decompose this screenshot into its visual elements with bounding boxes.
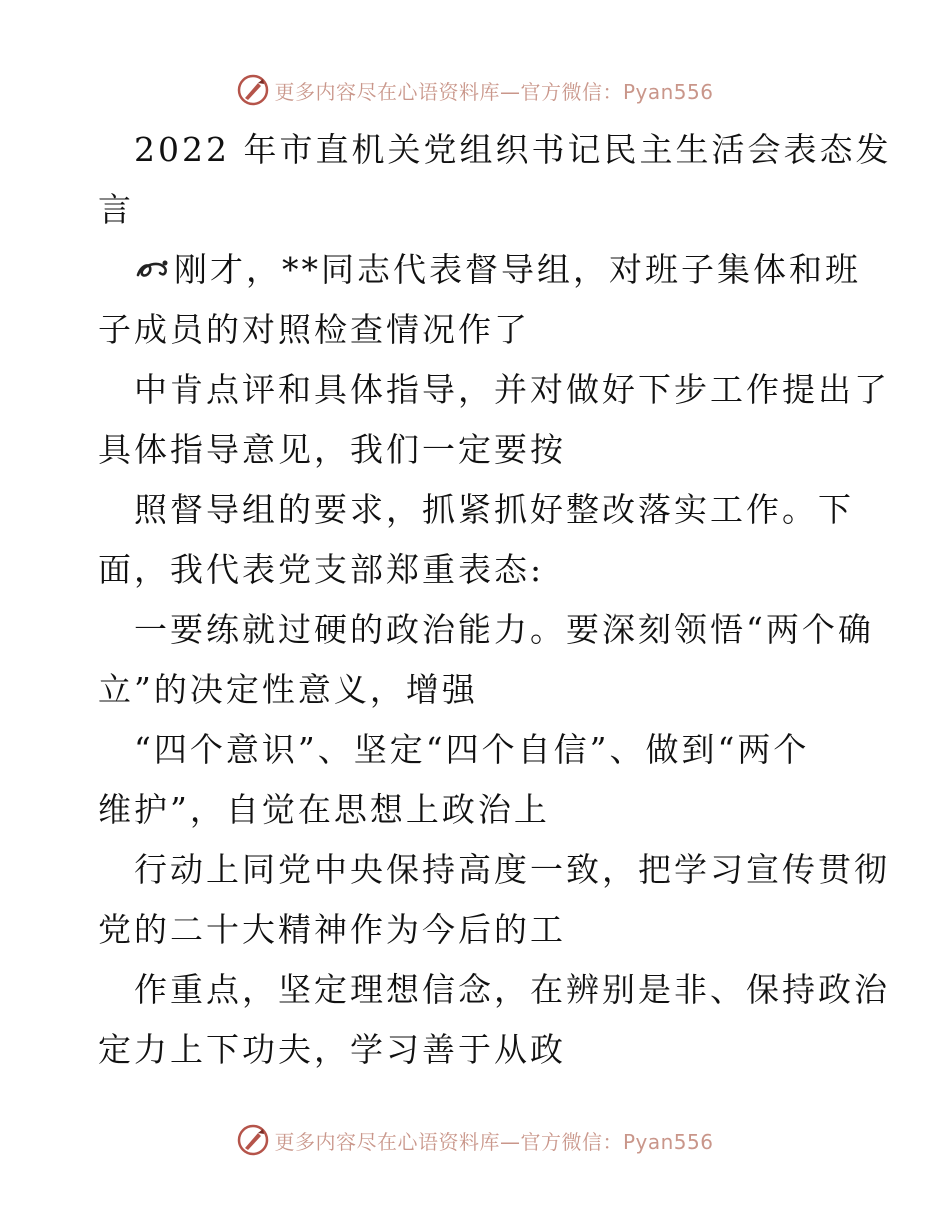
header-watermark — [0, 70, 950, 110]
text-line: 具体指导意见，我们一定要按 — [98, 430, 566, 469]
paragraph — [98, 360, 890, 480]
text-line: 2022 年市直机关党组织书记民主生活会表态发 — [134, 130, 892, 169]
document-title — [98, 120, 892, 240]
text-line: “四个意识”、坚定“四个自信”、做到“两个 — [134, 730, 810, 769]
paragraph — [98, 600, 874, 720]
text-line: 作重点，坚定理想信念，在辨别是非、保持政治 — [134, 970, 890, 1009]
text-line: 面，我代表党支部郑重表态: — [98, 550, 545, 589]
text-run: 刚才，**同志代表督导组，对班子集体和班 — [174, 250, 861, 289]
watermark-text: 更多内容尽在心语资料库—官方微信：Pyan556 — [274, 79, 714, 104]
watermark-text: 更多内容尽在心语资料库—官方微信：Pyan556 — [274, 1129, 714, 1154]
text-line: 党的二十大精神作为今后的工 — [98, 910, 566, 949]
text-line: 维护”，自觉在思想上政治上 — [98, 790, 550, 829]
text-line — [98, 240, 861, 300]
text-line: 子成员的对照检查情况作了 — [98, 310, 530, 349]
document-body — [98, 120, 892, 1080]
flourish-icon — [134, 257, 172, 283]
text-line: 中肯点评和具体指导，并对做好下步工作提出了 — [134, 370, 890, 409]
paragraph — [98, 240, 861, 360]
paragraph — [98, 960, 890, 1080]
footer-watermark — [0, 1120, 950, 1160]
text-line: 一要练就过硬的政治能力。要深刻领悟“两个确 — [134, 610, 874, 649]
text-line: 行动上同党中央保持高度一致，把学习宣传贯彻 — [134, 850, 890, 889]
pen-logo-icon — [236, 73, 270, 107]
text-line: 立”的决定性意义，增强 — [98, 670, 478, 709]
paragraph — [98, 720, 858, 840]
paragraph — [98, 840, 890, 960]
text-line: 言 — [98, 190, 134, 229]
pen-logo-icon — [236, 1123, 270, 1157]
paragraph — [98, 480, 858, 600]
text-line: 照督导组的要求，抓紧抓好整改落实工作。下 — [134, 490, 854, 529]
text-line: 定力上下功夫，学习善于从政 — [98, 1030, 566, 1069]
